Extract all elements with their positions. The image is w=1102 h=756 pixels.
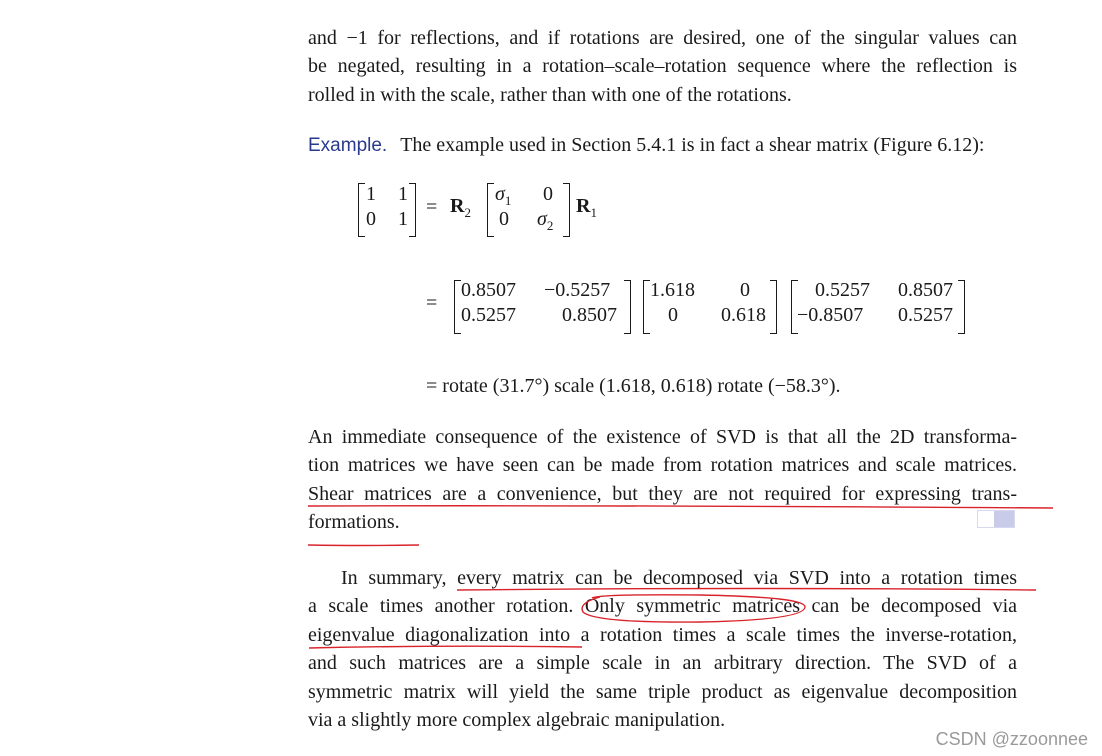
r2-subscript: 2 bbox=[464, 205, 471, 220]
paragraph1-line2: be negated, resulting in a rotation–scale–rotation sequence where the reflection is bbox=[308, 55, 1017, 77]
matrix-cell: 1.618 bbox=[650, 279, 695, 301]
sigma-subscript: 1 bbox=[504, 193, 512, 208]
example-text: The example used in Section 5.4.1 is in fact a shear matrix (Figure 6.12): bbox=[400, 134, 985, 156]
matrix-cell: 1 bbox=[366, 183, 376, 205]
matrix-cell: 0 bbox=[499, 208, 509, 230]
matrix-cell: 0 bbox=[366, 208, 376, 230]
watermark: CSDN @zzoonnee bbox=[935, 729, 1088, 749]
example-label: Example. bbox=[308, 135, 388, 156]
paragraph3-line4: and such matrices are a simple scale in an arbitrary direction. The SVD of a bbox=[308, 652, 1017, 674]
underline-formations bbox=[308, 545, 419, 546]
sigma-subscript: 2 bbox=[546, 218, 554, 233]
matrix-cell: 0.8507 bbox=[461, 279, 516, 301]
matrix-cell: 0.8507 bbox=[562, 304, 617, 326]
matrix-cell: −0.5257 bbox=[544, 279, 611, 301]
r1-symbol: R bbox=[576, 195, 591, 217]
paragraph1-line1: and −1 for reflections, and if rotations are desired, one of the singular values can bbox=[308, 27, 1017, 49]
underline-every-matrix bbox=[457, 589, 1036, 591]
matrix-cell: 1 bbox=[398, 183, 408, 205]
equals-sign: = bbox=[426, 292, 438, 314]
underline-eigenvalue bbox=[309, 646, 582, 648]
paragraph3-line2: a scale times another rotation. Only symmetric matrices can be decomposed via bbox=[308, 595, 1017, 617]
matrix-cell: 0.5257 bbox=[898, 304, 953, 326]
equation3: = rotate (31.7°) scale (1.618, 0.618) rotate (−58.3°). bbox=[426, 375, 841, 397]
paragraph3-line6: via a slightly more complex algebraic manipulation. bbox=[308, 709, 726, 731]
matrix-cell: 0.618 bbox=[721, 304, 766, 326]
paragraph1-line3: rolled in with the scale, rather than with one of the rotations. bbox=[308, 84, 792, 106]
matrix-cell: 0.5257 bbox=[815, 279, 870, 301]
matrix-cell: 0 bbox=[668, 304, 678, 326]
sigma-symbol: σ bbox=[495, 183, 505, 205]
matrix-cell: 0.8507 bbox=[898, 279, 953, 301]
sigma-symbol: σ bbox=[537, 208, 547, 230]
paragraph3-line1: In summary, every matrix can be decomposed via SVD into a rotation times bbox=[341, 567, 1017, 589]
paragraph3-line5: symmetric matrix will yield the same triple product as eigenvalue decomposition bbox=[308, 681, 1017, 703]
circle-symmetric-matrices bbox=[582, 595, 805, 622]
paragraph3-line3: eigenvalue diagonalization into a rotation times a scale times the inverse-rotation, bbox=[308, 624, 1017, 646]
paragraph2-line1: An immediate consequence of the existence of SVD is that all the 2D transforma- bbox=[308, 426, 1017, 448]
r2-symbol: R bbox=[450, 195, 465, 217]
paragraph2-line3: Shear matrices are a convenience, but they are not required for expressing trans- bbox=[308, 483, 1017, 505]
matrix-cell: −0.8507 bbox=[797, 304, 864, 326]
paragraph2-line2: tion matrices we have seen can be made from rotation matrices and scale matrices. bbox=[308, 454, 1017, 476]
paragraph2-line4: formations. bbox=[308, 511, 400, 533]
matrix-cell: 1 bbox=[398, 208, 408, 230]
matrix-cell: 0 bbox=[740, 279, 750, 301]
equals-sign: = bbox=[426, 196, 438, 218]
matrix-cell: 0 bbox=[543, 183, 553, 205]
r1-subscript: 1 bbox=[590, 205, 597, 220]
underline-shear-sentence bbox=[308, 506, 1053, 508]
matrix-cell: 0.5257 bbox=[461, 304, 516, 326]
